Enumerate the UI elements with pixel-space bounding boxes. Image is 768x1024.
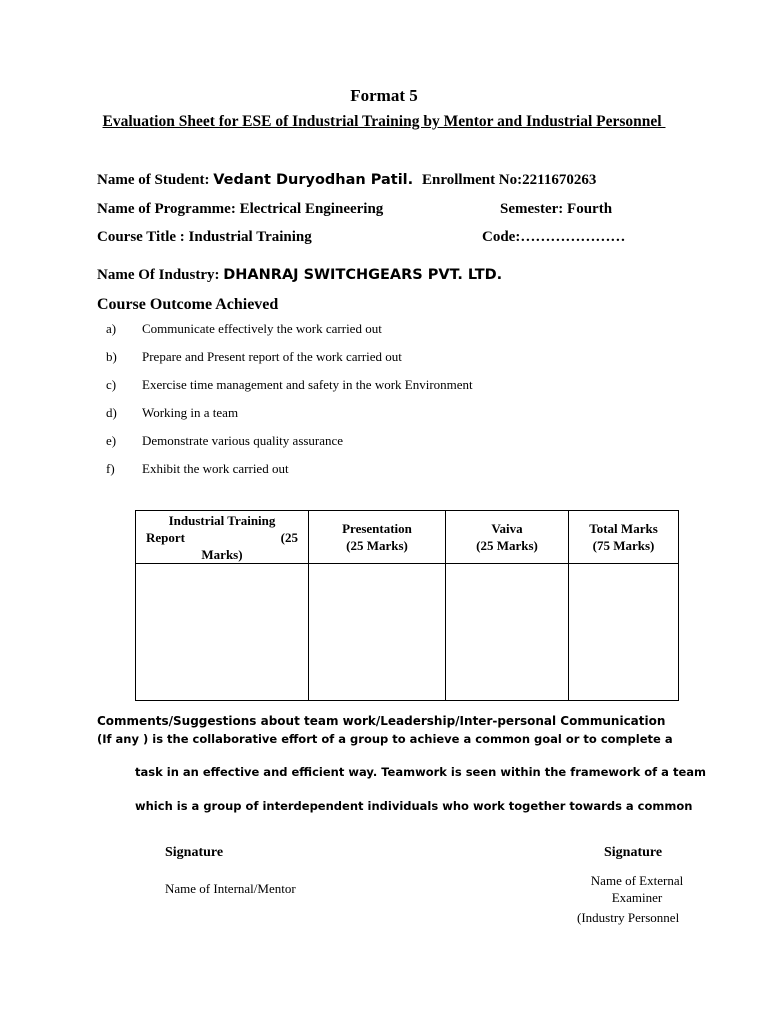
outcome-text: Exercise time management and safety in the work Environment	[142, 377, 473, 392]
marks-table	[135, 510, 679, 701]
industry-field	[97, 267, 502, 284]
vaiva-marks-header	[446, 511, 569, 564]
outcome-text: Exhibit the work carried out	[142, 461, 289, 476]
header-line-part: (25	[280, 529, 298, 545]
presentation-marks-cell[interactable]	[309, 564, 446, 701]
internal-signature-label: Signature	[165, 845, 224, 860]
comments-line: task in an effective and efficient way. Teamwork is seen within the framework of a team	[135, 765, 706, 779]
outcome-letter: d)	[106, 405, 117, 420]
student-name-label: Name of Student:	[97, 172, 210, 188]
marks-entry-row	[136, 564, 679, 701]
enrollment-field	[422, 172, 596, 189]
header-line: Industrial Training	[168, 512, 276, 528]
semester-field: Semester: Fourth	[500, 201, 613, 217]
external-signature-label: Signature	[604, 845, 663, 860]
outcome-text: Demonstrate various quality assurance	[142, 433, 344, 448]
outcome-letter: e)	[106, 433, 117, 448]
student-name-field	[97, 172, 413, 189]
industry-personnel-label: (Industry Personnel	[577, 910, 680, 925]
comments-line: which is a group of interdependent individuals who work together towards a common	[135, 799, 693, 813]
student-name-value: Vedant Duryodhan Patil.	[213, 172, 414, 188]
header-line: Presentation	[342, 521, 412, 536]
external-examiner-name	[566, 872, 708, 906]
outcome-letter: f)	[106, 461, 115, 476]
report-marks-cell[interactable]	[136, 564, 309, 701]
presentation-marks-header	[309, 511, 446, 564]
vaiva-marks-cell[interactable]	[446, 564, 569, 701]
page-subtitle: Evaluation Sheet for ESE of Industrial Training by Mentor and Industrial Personnel	[102, 113, 666, 130]
header-line: Total Marks	[589, 521, 658, 536]
header-line-part: Report	[146, 529, 185, 545]
comments-line: (If any ) is the collaborative effort of a group to achieve a common goal or to complete a	[97, 732, 673, 746]
outcome-letter: c)	[106, 377, 117, 392]
enrollment-value: 2211670263	[522, 172, 597, 188]
header-line: (75 Marks)	[592, 538, 655, 553]
code-field: Code:…………………	[482, 229, 626, 245]
header-line	[142, 529, 302, 546]
header-line: Vaiva	[491, 521, 523, 536]
enrollment-label: Enrollment No:	[422, 172, 523, 188]
industry-value: DHANRAJ SWITCHGEARS PVT. LTD.	[223, 267, 503, 283]
programme-field: Name of Programme: Electrical Engineering	[97, 201, 384, 217]
outcome-letter: a)	[106, 321, 117, 336]
marks-header-row	[136, 511, 679, 564]
report-marks-header	[136, 511, 309, 564]
header-line: Marks)	[201, 546, 243, 562]
outcome-text: Prepare and Present report of the work carried out	[142, 349, 402, 364]
examiner-line: Examiner	[611, 890, 663, 905]
course-title-field: Course Title : Industrial Training	[97, 229, 312, 245]
outcome-text: Communicate effectively the work carried out	[142, 321, 382, 336]
page-title: Format 5	[350, 86, 418, 105]
internal-mentor-name: Name of Internal/Mentor	[165, 881, 296, 896]
examiner-line: Name of External	[590, 873, 684, 888]
total-marks-cell[interactable]	[569, 564, 679, 701]
outcomes-heading: Course Outcome Achieved	[97, 296, 279, 313]
comments-heading: Comments/Suggestions about team work/Leadership/Inter-personal Communication	[97, 714, 666, 728]
outcome-text: Working in a team	[142, 405, 239, 420]
outcome-letter: b)	[106, 349, 117, 364]
header-line: (25 Marks)	[476, 538, 538, 553]
industry-label: Name Of Industry:	[97, 267, 220, 283]
total-marks-header	[569, 511, 679, 564]
header-line: (25 Marks)	[346, 538, 408, 553]
